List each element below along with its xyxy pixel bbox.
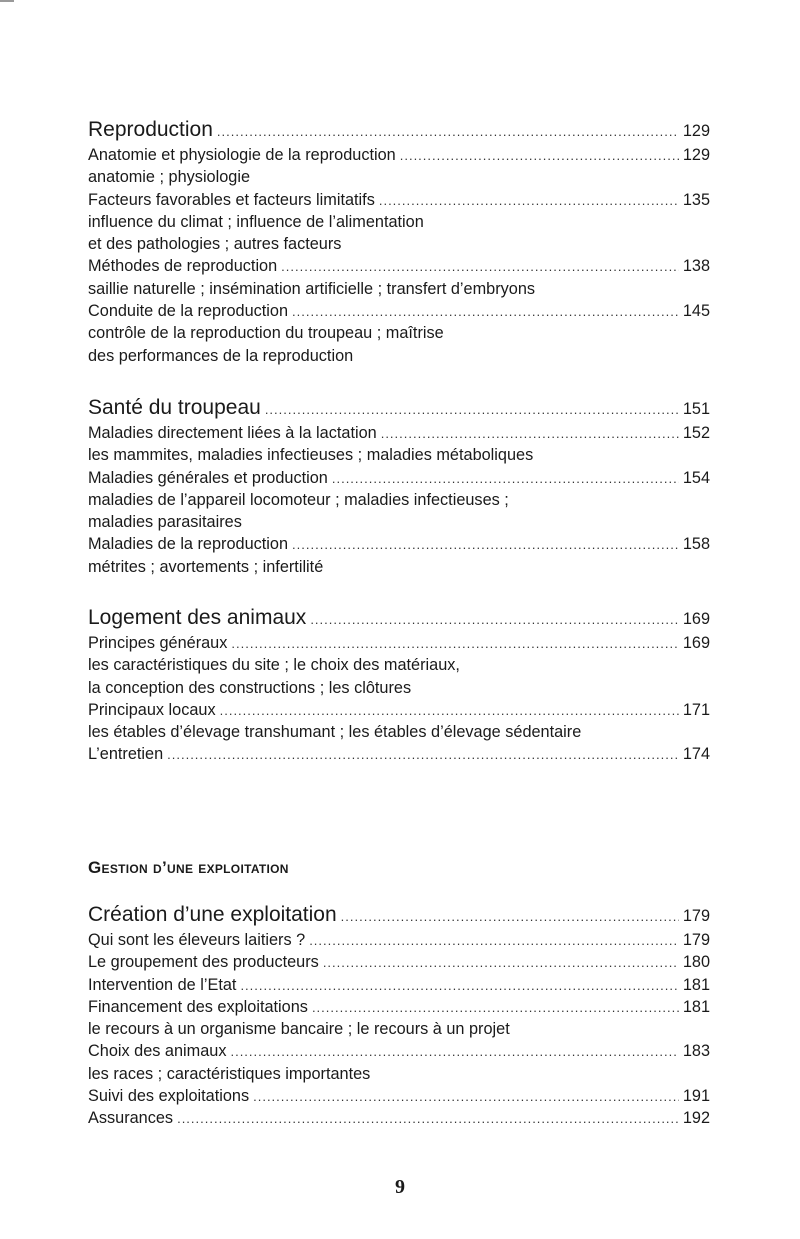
entry-page: 169 <box>682 610 710 628</box>
toc-entry[interactable] <box>88 743 710 765</box>
entry-title: Financement des exploitations <box>88 997 308 1016</box>
section-heading[interactable] <box>88 116 710 144</box>
entry-title: Création d’une exploitation <box>88 903 337 926</box>
toc-entry[interactable] <box>88 144 710 166</box>
entry-page: 171 <box>682 700 710 719</box>
entry-description: maladies parasitaires <box>88 513 242 532</box>
entry-description: influence du climat ; influence de l’alimentation <box>88 212 424 231</box>
entry-page: 183 <box>682 1042 710 1061</box>
dot-leader <box>217 118 679 146</box>
page-number: 9 <box>395 1176 405 1198</box>
toc-entry[interactable] <box>88 974 710 996</box>
toc-entry[interactable] <box>88 255 710 277</box>
toc-entry[interactable] <box>88 1040 710 1062</box>
section-heading[interactable] <box>88 394 710 422</box>
dot-leader <box>381 423 679 445</box>
entry-description: saillie naturelle ; insémination artificielle ; transfert d’embryons <box>88 279 536 298</box>
entry-description: le recours à un organisme bancaire ; le recours à un projet <box>88 1020 510 1039</box>
dot-leader <box>312 997 679 1019</box>
dot-leader <box>253 1086 679 1108</box>
entry-description: et des pathologies ; autres facteurs <box>88 235 342 254</box>
entry-description: anatomie ; physiologie <box>88 168 251 187</box>
entry-description: maladies de l’appareil locomoteur ; maladies infectieuses ; <box>88 490 509 509</box>
part-heading: Gestion d’une exploitation <box>88 858 289 877</box>
entry-page: 138 <box>682 257 710 276</box>
entry-page: 129 <box>682 146 710 164</box>
entry-page: 174 <box>682 745 710 764</box>
entry-title: Choix des animaux <box>88 1042 227 1061</box>
entry-description: des performances de la reproduction <box>88 346 354 365</box>
dot-leader <box>292 534 679 556</box>
entry-description: les caractéristiques du site ; le choix des matériaux, <box>88 656 460 675</box>
dot-leader <box>167 744 679 766</box>
entry-title: Maladies générales et production <box>88 468 328 487</box>
entry-page: 181 <box>682 997 710 1016</box>
dot-leader <box>230 1041 678 1063</box>
entry-title: Anatomie et physiologie de la reproduction <box>88 146 396 164</box>
entry-description: la conception des constructions ; les clôtures <box>88 678 412 697</box>
entry-page: 169 <box>682 634 710 652</box>
dot-leader <box>240 975 678 997</box>
entry-title: Santé du troupeau <box>88 396 261 419</box>
entry-page: 158 <box>682 535 710 554</box>
dot-leader <box>265 396 679 424</box>
section-heading[interactable] <box>88 901 710 929</box>
entry-page: 179 <box>682 931 710 949</box>
entry-title: Qui sont les éleveurs laitiers ? <box>88 931 306 949</box>
toc-entry[interactable] <box>88 929 710 951</box>
entry-title: Facteurs favorables et facteurs limitatifs <box>88 190 375 209</box>
entry-page: 179 <box>682 907 710 925</box>
toc-section <box>88 901 710 1130</box>
toc-entry[interactable] <box>88 632 710 654</box>
dot-leader <box>220 700 679 722</box>
toc-entry[interactable] <box>88 533 710 555</box>
dot-leader <box>292 301 679 323</box>
scan-mark <box>0 0 14 2</box>
dot-leader <box>310 606 679 634</box>
entry-title: Maladies directement liées à la lactation <box>88 424 377 442</box>
entry-description: métrites ; avortements ; infertilité <box>88 557 324 576</box>
entry-description: les mammites, maladies infectieuses ; maladies métaboliques <box>88 446 534 465</box>
entry-page: 152 <box>682 424 710 442</box>
toc-section <box>88 116 710 367</box>
entry-page: 151 <box>682 400 710 418</box>
dot-leader <box>400 145 679 167</box>
dot-leader <box>281 256 679 278</box>
entry-title: Logement des animaux <box>88 606 307 629</box>
entry-title: Suivi des exploitations <box>88 1087 250 1106</box>
entry-title: Reproduction <box>88 118 213 141</box>
entry-description: les races ; caractéristiques importantes <box>88 1064 371 1083</box>
entry-title: Conduite de la reproduction <box>88 302 289 321</box>
toc-entry[interactable] <box>88 1085 710 1107</box>
toc-entry[interactable] <box>88 422 710 444</box>
toc-section <box>88 604 710 766</box>
dot-leader <box>231 633 678 655</box>
toc-entry[interactable] <box>88 1107 710 1129</box>
entry-page: 191 <box>682 1087 710 1106</box>
entry-title: Principaux locaux <box>88 700 216 719</box>
toc-entry[interactable] <box>88 951 710 973</box>
entry-title: Intervention de l’Etat <box>88 975 237 994</box>
toc-section <box>88 394 710 578</box>
dot-leader <box>177 1108 679 1130</box>
entry-title: Le groupement des producteurs <box>88 953 319 972</box>
entry-title: L’entretien <box>88 745 164 764</box>
entry-page: 154 <box>682 468 710 487</box>
entry-page: 180 <box>682 953 710 972</box>
dot-leader <box>323 952 679 974</box>
toc-entry[interactable] <box>88 189 710 211</box>
entry-description: les étables d’élevage transhumant ; les étables d’élevage sédentaire <box>88 723 582 742</box>
entry-page: 192 <box>682 1109 710 1128</box>
toc-entry[interactable] <box>88 996 710 1018</box>
dot-leader <box>341 903 679 931</box>
entry-title: Maladies de la reproduction <box>88 535 289 554</box>
entry-page: 135 <box>682 190 710 209</box>
entry-title: Méthodes de reproduction <box>88 257 278 276</box>
toc-entry[interactable] <box>88 467 710 489</box>
section-heading[interactable] <box>88 604 710 632</box>
dot-leader <box>309 930 679 952</box>
dot-leader <box>332 468 679 490</box>
entry-page: 129 <box>682 122 710 140</box>
entry-title: Principes généraux <box>88 634 228 652</box>
entry-page: 181 <box>682 975 710 994</box>
toc-entry[interactable] <box>88 300 710 322</box>
toc-entry[interactable] <box>88 699 710 721</box>
dot-leader <box>379 190 679 212</box>
entry-page: 145 <box>682 302 710 321</box>
entry-description: contrôle de la reproduction du troupeau ; maîtrise <box>88 324 444 343</box>
entry-title: Assurances <box>88 1109 174 1128</box>
